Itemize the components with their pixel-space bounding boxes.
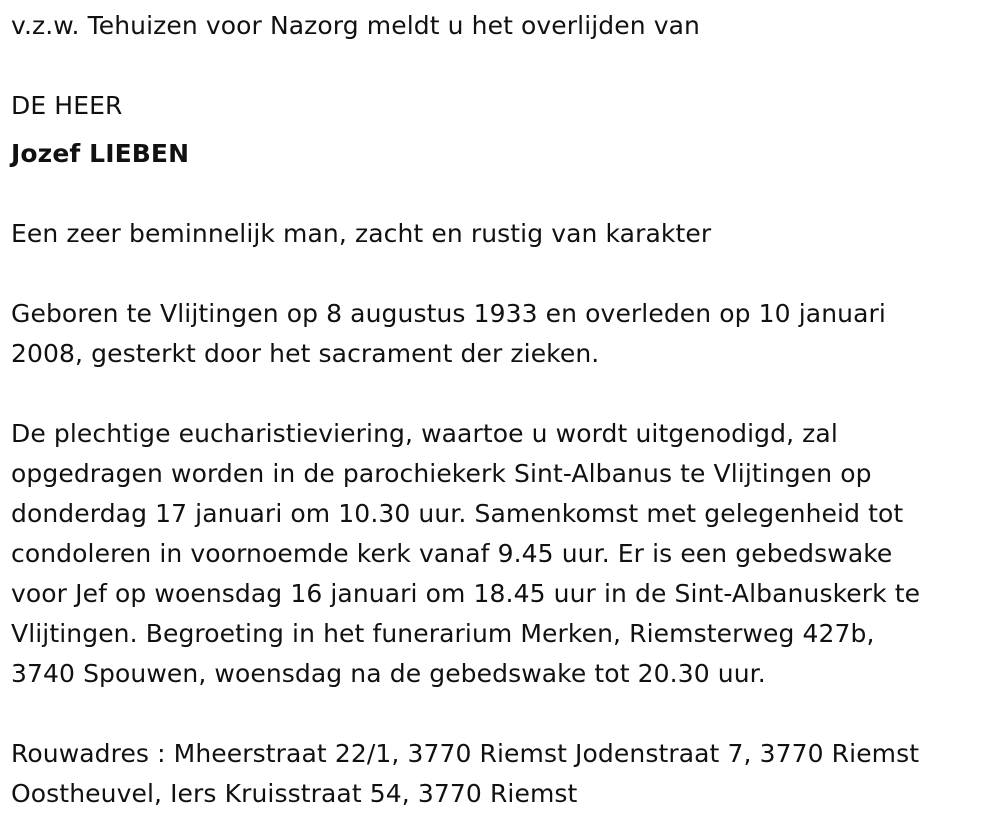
- address-line: Rouwadres : Mheerstraat 22/1, 3770 Riemst Jodenstraat 7, 3770 Riemst: [11, 739, 920, 768]
- address-paragraph: [11, 734, 986, 814]
- ceremony-line: De plechtige eucharistieviering, waartoe u wordt uitgenodigd, zal: [11, 419, 838, 448]
- obituary-notice: [11, 6, 986, 814]
- deceased-name: Jozef LIEBEN: [11, 139, 190, 168]
- ceremony-paragraph: [11, 414, 986, 694]
- ceremony-line: donderdag 17 januari om 10.30 uur. Samenkomst met gelegenheid tot: [11, 499, 904, 528]
- ceremony-line: 3740 Spouwen, woensdag na de gebedswake tot 20.30 uur.: [11, 659, 766, 688]
- ceremony-line: opgedragen worden in de parochiekerk Sint-Albanus te Vlijtingen op: [11, 459, 872, 488]
- tagline: Een zeer beminnelijk man, zacht en rustig van karakter: [11, 219, 712, 248]
- address-line: Oostheuvel, Iers Kruisstraat 54, 3770 Riemst: [11, 779, 578, 808]
- ceremony-line: voor Jef op woensdag 16 januari om 18.45 uur in de Sint-Albanuskerk te: [11, 579, 921, 608]
- birth-death-line: 2008, gesterkt door het sacrament der zieken.: [11, 339, 600, 368]
- salutation: DE HEER: [11, 91, 123, 120]
- ceremony-line: Vlijtingen. Begroeting in het funerarium Merken, Riemsterweg 427b,: [11, 619, 875, 648]
- birth-death-paragraph: [11, 294, 986, 374]
- ceremony-line: condoleren in voornoemde kerk vanaf 9.45 uur. Er is een gebedswake: [11, 539, 893, 568]
- birth-death-line: Geboren te Vlijtingen op 8 augustus 1933 en overleden op 10 januari: [11, 299, 886, 328]
- intro-line: v.z.w. Tehuizen voor Nazorg meldt u het overlijden van: [11, 11, 701, 40]
